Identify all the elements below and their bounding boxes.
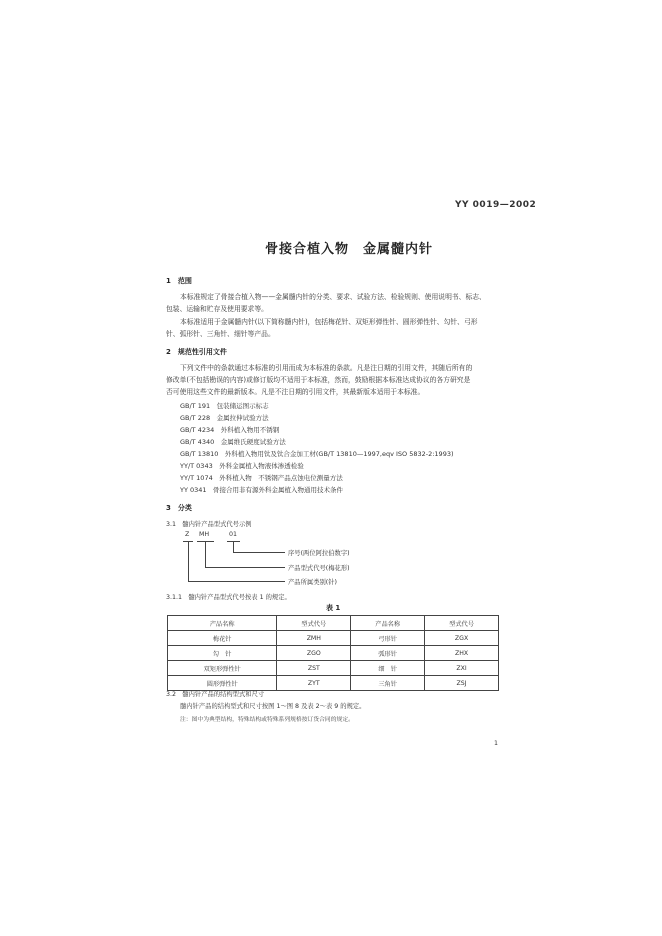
section-1-paragraph-1b: 包装、运输和贮存及使用要求等。 [166, 305, 268, 313]
table-cell: 勾 针 [168, 646, 277, 661]
table-cell: ZMH [277, 631, 351, 646]
table-1-title: 表 1 [326, 604, 341, 612]
reference-item: YY 0341 骨接合用非有源外科金属植入物通用技术条件 [180, 486, 344, 494]
reference-item: GB/T 4234 外科植入物用不锈钢 [180, 426, 280, 434]
table-cell: 梅花针 [168, 631, 277, 646]
section-2-paragraph-a: 下列文件中的条款通过本标准的引用而成为本标准的条款。凡是注日期的引用文件，其随后所有的 [180, 364, 473, 372]
code-letter-z: Z [185, 531, 190, 538]
section-1-paragraph-2b: 针、弧形针、三角针、细针等产品。 [166, 330, 275, 338]
code-letters-mh: MH [199, 531, 210, 538]
table-cell: 三角针 [351, 676, 425, 691]
table-cell: 细 针 [351, 661, 425, 676]
leader-z-vertical [188, 542, 189, 581]
table-cell: 圆形弹性针 [168, 676, 277, 691]
section-3-1-heading: 3.1 髓内针产品型式代号示例 [166, 521, 252, 528]
reference-item: YY/T 0343 外科金属植入物液体渗透检验 [180, 462, 304, 470]
table-row [168, 661, 499, 676]
leader-serial-vertical [233, 542, 234, 552]
section-1-paragraph-1a: 本标准规定了骨接合植入物——金属髓内针的分类、要求、试验方法、检验规则、使用说明书、标志、 [180, 293, 486, 301]
code-label-serial: 序号(两位阿拉伯数字) [288, 550, 350, 557]
table-cell: ZSJ [425, 676, 499, 691]
table-cell: ZXI [425, 661, 499, 676]
table-header-cell: 型式代号 [425, 616, 499, 631]
product-type-code-table [167, 615, 499, 691]
leader-z-horizontal [188, 581, 285, 582]
leader-mh-vertical [205, 542, 206, 567]
page-number: 1 [494, 740, 499, 747]
table-cell: 弧形针 [351, 646, 425, 661]
table-cell: ZGX [425, 631, 499, 646]
section-2-heading: 2 规范性引用文件 [166, 348, 227, 356]
figure-note: 注：图中为典型结构，特殊结构或特殊系列规格按订货合同的规定。 [180, 717, 354, 723]
leader-serial-horizontal [233, 552, 285, 553]
leader-mh-horizontal [205, 567, 285, 568]
table-cell: 双矩形弹性针 [168, 661, 277, 676]
table-header-cell: 产品名称 [168, 616, 277, 631]
table-cell: ZST [277, 661, 351, 676]
table-cell: ZYT [277, 676, 351, 691]
section-3-2-heading: 3.2 髓内针产品的结构型式和尺寸 [166, 691, 265, 698]
reference-item: GB/T 228 金属拉伸试验方法 [180, 414, 269, 422]
code-label-category: 产品所属类别(针) [288, 579, 337, 586]
table-header-cell: 产品名称 [351, 616, 425, 631]
table-header-cell: 型式代号 [277, 616, 351, 631]
reference-item: GB/T 191 包装储运图示标志 [180, 402, 269, 410]
section-2-paragraph-c: 否可使用这些文件的最新版本。凡是不注日期的引用文件，其最新版本适用于本标准。 [166, 388, 425, 396]
section-2-paragraph-b: 修改单(不包括勘误的内容)或修订版均不适用于本标准，然而，鼓励根据本标准达成协议的各方研究是 [166, 376, 471, 384]
reference-item: GB/T 13810 外科植入物用钛及钛合金加工材(GB/T 13810—1997,eqv ISO 5832-2:1993) [180, 450, 454, 458]
table-cell: 弓形针 [351, 631, 425, 646]
section-1-paragraph-2a: 本标准适用于金属髓内针(以下简称髓内针)，包括梅花针、双矩形弹性针、圆形弹性针、勾针、弓形 [180, 318, 478, 326]
table-cell: ZHX [425, 646, 499, 661]
table-row [168, 631, 499, 646]
document-title: 骨接合植入物 金属髓内针 [265, 242, 434, 257]
table-header-row [168, 616, 499, 631]
section-3-heading: 3 分类 [166, 504, 192, 512]
table-row [168, 646, 499, 661]
reference-item: GB/T 4340 金属维氏硬度试验方法 [180, 438, 286, 446]
section-3-1-1-text: 3.1.1 髓内针产品型式代号按表 1 的规定。 [166, 594, 291, 601]
section-1-heading: 1 范围 [166, 277, 192, 285]
table-cell: ZGO [277, 646, 351, 661]
standard-number: YY 0019—2002 [455, 200, 537, 210]
code-label-type: 产品型式代号(梅花形) [288, 565, 350, 572]
reference-item: YY/T 1074 外科植入物 不锈钢产品点蚀电位测量方法 [180, 474, 343, 482]
section-3-2-body: 髓内针产品的结构型式和尺寸按图 1～图 8 及表 2～表 9 的规定。 [180, 703, 366, 710]
code-serial: 01 [229, 531, 238, 538]
